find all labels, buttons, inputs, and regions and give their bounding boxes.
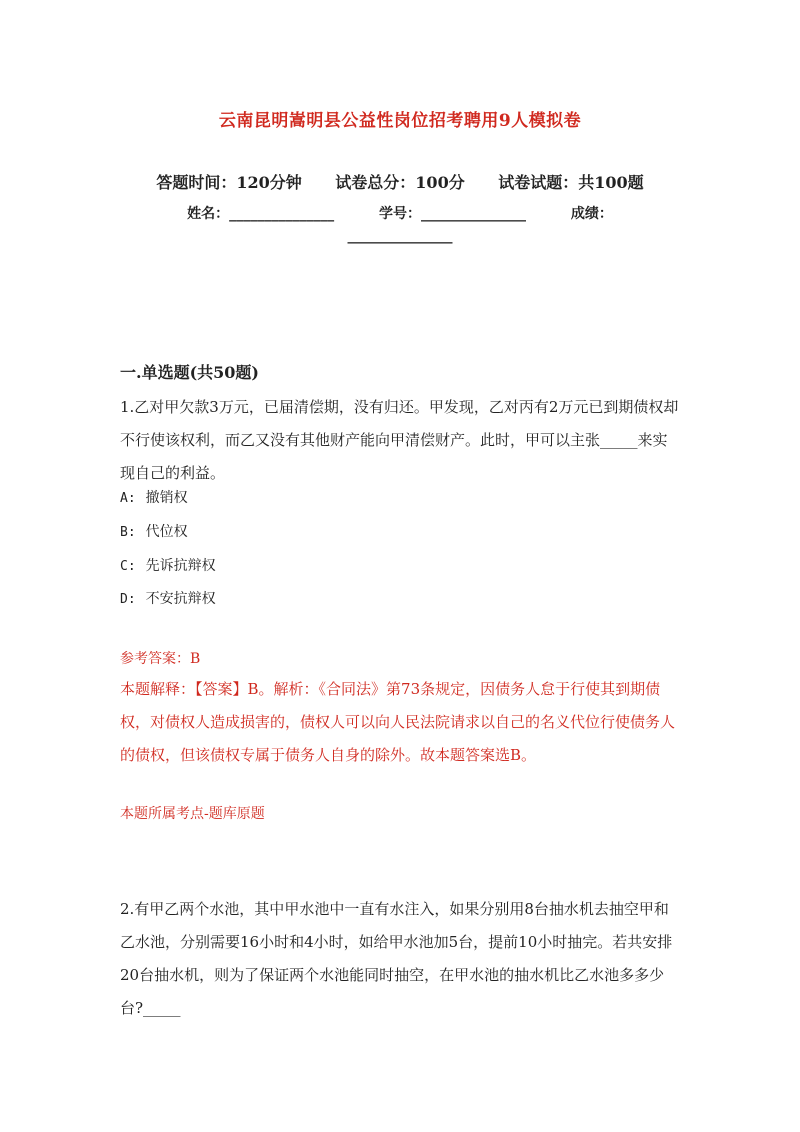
option-key: B: [120,525,136,540]
option-key: D: [120,592,136,607]
exam-time: 答题时间：120分钟 [156,173,302,192]
score-field-label: 成绩： [570,206,613,222]
option-key: C: [120,559,136,574]
question-1-source: 本题所属考点-题库原题 [120,806,265,822]
section-heading: 一.单选题(共50题) [120,363,259,382]
exam-question-count: 试卷试题：共100题 [498,173,644,192]
question-1-answer: 参考答案：B [120,651,201,667]
question-2-stem: 2.有甲乙两个水池，其中甲水池中一直有水注入，如果分别用8台抽水机去抽空甲和乙水池，分别需要16小时和4小时，如给甲水池加5台，提前10小时抽完。若共安排20台抽水机，则为了保证两个水池能同时抽空，在甲水池的抽水机比乙水池多多少台?_____ [120,900,673,1017]
student-info-row [0,203,800,223]
question-1-option-d [120,588,216,608]
question-1-option-a [120,487,188,507]
question-1-stem: 1.乙对甲欠款3万元，已届清偿期，没有归还。甲发现，乙对丙有2万元已到期债权却不行使该权利，而乙又没有其他财产能向甲清偿财产。此时，甲可以主张_____来实现自己的利益。 [120,398,679,482]
name-field: 姓名：_______________ [187,206,335,222]
option-text: 先诉抗辩权 [145,558,216,574]
question-1-explanation: 本题解释：【答案】B。解析：《合同法》第73条规定，因债务人怠于行使其到期债权，对债权人造成损害的，债权人可以向人民法院请求以自己的名义代位行使债务人的债权，但该债权专属于债务人自身的除外。故本题答案选B。 [120,680,676,764]
question-1-option-b [120,521,188,541]
option-key: A: [120,491,136,506]
exam-meta [0,170,800,193]
exam-title: 云南昆明嵩明县公益性岗位招考聘用9人模拟卷 [218,111,582,131]
question-1-option-c [120,555,216,575]
score-field-line: _______________ [347,228,453,244]
student-id-field: 学号：_______________ [379,206,526,222]
exam-total-score: 试卷总分：100分 [335,173,465,192]
option-text: 代位权 [145,524,188,540]
option-text: 撤销权 [145,490,188,506]
option-text: 不安抗辩权 [145,591,216,607]
